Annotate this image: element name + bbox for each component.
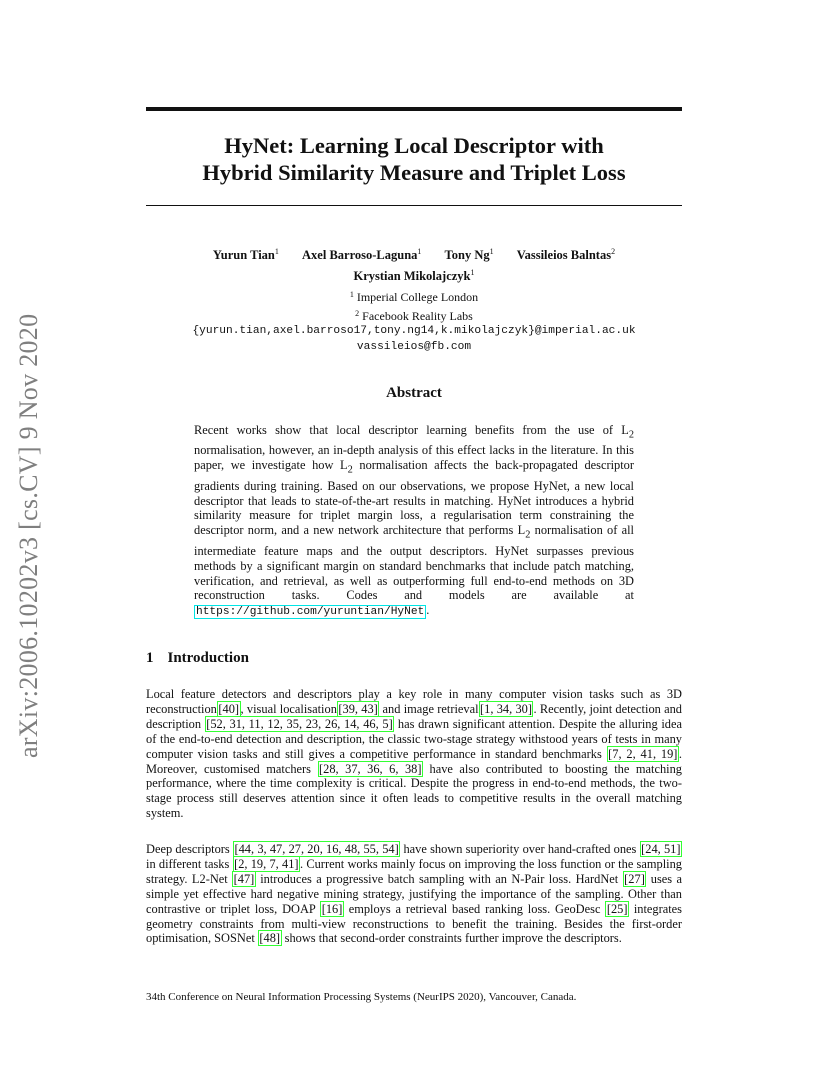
citation-link[interactable]: [25]: [606, 901, 628, 916]
author-name: Tony Ng$^1$: [444, 247, 494, 262]
affiliations: [146, 287, 682, 355]
abstract-text: Recent works show that local descriptor learning benefits from the use of $L_2$ normalisation, however, an in-depth analysis of this effect lacks in the literature. In this paper, we investigate how $L_2$ normalisation affects the back-propagated descriptor gradients during training. Based on our observations, we propose HyNet, a new local descriptor that leads to state-of-the-art results in matching. HyNet introduces a hybrid similarity measure for triplet margin loss, a regularisation term constraining the descriptor norm, and a new network architecture that performs $L_2$ normalisation of all intermediate feature maps and the output descriptors. HyNet surpasses previous methods by a significant margin on standard benchmarks that include patch matching, verification, and retrieval, as well as outperforming full end-to-end methods on 3D reconstruction tasks. Codes and models are available at https://github.com/yuruntian/HyNet .: [194, 423, 635, 619]
code-repository-link[interactable]: https://github.com/yuruntian/HyNet: [196, 606, 425, 619]
citation-link[interactable]: [52, 31, 11, 12, 35, 23, 26, 14, 46, 5]: [206, 716, 393, 731]
citation-link[interactable]: [2, 19, 7, 41]: [234, 856, 299, 871]
citation-link[interactable]: [27]: [624, 871, 645, 886]
citation-link[interactable]: [28, 37, 36, 6, 38]: [319, 761, 422, 776]
author-name: Vassileios Balntas$^2$: [516, 247, 616, 262]
title-top-rule: [146, 107, 682, 111]
citation-link[interactable]: [24, 51]: [641, 842, 681, 856]
author-list: [146, 243, 682, 285]
affiliation-line: $^2$ Facebook Reality Labs: [355, 308, 473, 323]
title-bottom-rule: [146, 205, 682, 206]
title-line-1: HyNet: Learning Local Descriptor with: [224, 133, 604, 158]
author-name: Yurun Tian$^1$: [212, 247, 279, 262]
author-name: Axel Barroso-Laguna$^1$: [302, 247, 422, 262]
citation-link[interactable]: [39, 43]: [338, 701, 378, 716]
email-line: vassileios@fb.com: [356, 340, 472, 353]
affiliation-line: $^1$ Imperial College London: [349, 290, 479, 304]
conference-footnote: 34th Conference on Neural Information Processing Systems (NeurIPS 2020), Vancouver, Canada.: [146, 991, 577, 1003]
citation-link[interactable]: [40]: [218, 701, 240, 716]
section-heading-introduction: 1 Introduction: [146, 650, 249, 666]
author-name: Krystian Mikolajczyk$^1$: [353, 268, 475, 283]
citation-link[interactable]: [16]: [321, 901, 343, 916]
arxiv-identifier: arXiv:2006.10202v3 [cs.CV] 9 Nov 2020: [14, 313, 43, 758]
citation-link[interactable]: [44, 3, 47, 27, 20, 16, 48, 55, 54]: [234, 842, 399, 856]
citation-link[interactable]: [48]: [259, 931, 281, 946]
paper-title: [146, 132, 682, 186]
email-line: {yurun.tian,axel.barroso17,tony.ng14,k.mikolajczyk}@imperial.ac.uk: [192, 325, 636, 337]
intro-paragraph-1: Local feature detectors and descriptors play a key role in many computer vision tasks such as 3D reconstruction [40] , visual localisation [39, 43] and image retrieval [1, 34, 30] . Recently, joint detection and description [52, 31, 11, 12, 35, 23, 26, 14, 46, 5] has drawn significant attention. Despite the alluring idea of the end-to-end detection and description, the classic two-stage strategy withstood years of tests in many computer vision tasks and still gives a competitive performance in standard benchmarks [7, 2, 41, 19] . Moreover, customised matchers [28, 37, 36, 6, 38] have also contributed to boosting the matching performance, where the time complexity is critical. Despite the progress in end-to-end methods, the two-stage process still deserves attention since it often leads to competitive results in the overall matching system.: [146, 687, 683, 821]
abstract-heading: Abstract: [386, 385, 442, 401]
citation-link[interactable]: [47]: [233, 871, 255, 886]
citation-link[interactable]: [7, 2, 41, 19]: [608, 746, 678, 761]
title-line-2: Hybrid Similarity Measure and Triplet Loss: [202, 160, 626, 185]
citation-link[interactable]: [1, 34, 30]: [480, 701, 532, 716]
intro-paragraph-2: Deep descriptors [44, 3, 47, 27, 20, 16, 48, 55, 54] have shown superiority over hand-crafted ones [24, 51] in different tasks [2, 19, 7, 41] . Current works mainly focus on improving the loss function or the sampling strategy. L2-Net [47] introduces a progressive batch sampling with an N-Pair loss. HardNet [27] uses a simple yet effective hard negative mining strategy, justifying the importance of the sampling. Other than contrastive or triplet loss, DOAP [16] employs a retrieval based ranking loss. GeoDesc [25] integrates geometry constraints from multi-view reconstructions to benefit the training. Besides the first-order optimisation, SOSNet [48] shows that second-order constraints further improve the descriptors.: [146, 842, 682, 946]
arxiv-sidebar: [10, 288, 46, 758]
